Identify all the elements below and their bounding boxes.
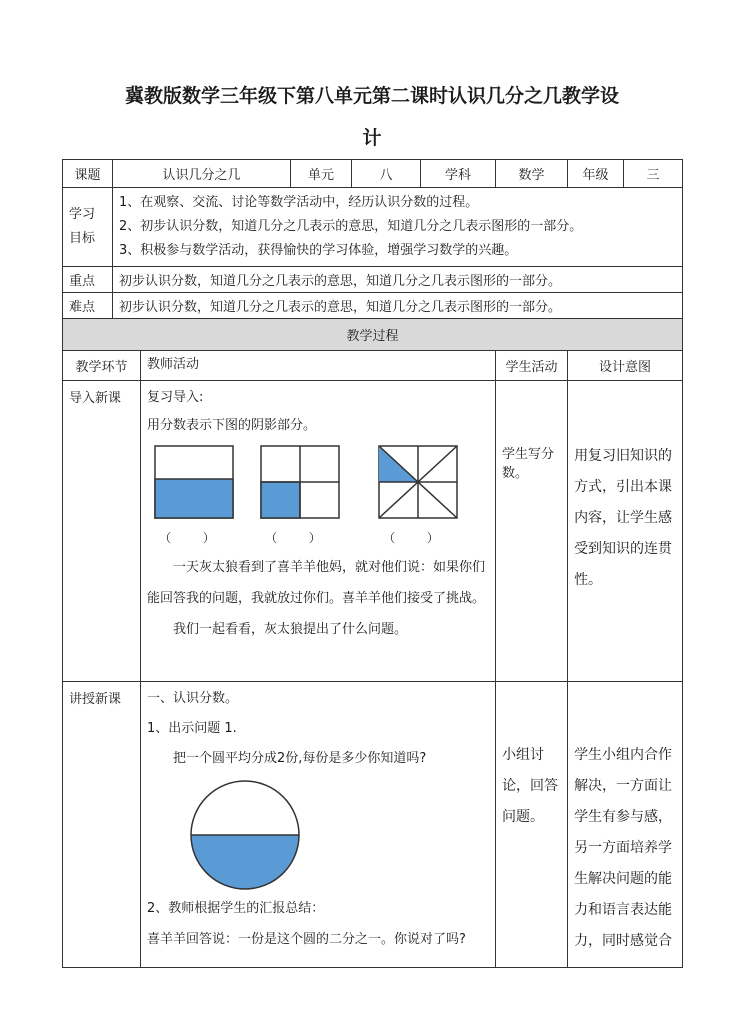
lesson-student-activity: 小组讨论，回答问题。 — [496, 682, 568, 968]
unit-label: 单元 — [291, 160, 352, 188]
review-heading: 复习导入: — [147, 390, 204, 405]
half-shaded-circle — [185, 780, 315, 890]
process-columns-row — [63, 351, 683, 381]
intro-row — [63, 381, 683, 682]
intro-stage: 导入新课 — [63, 381, 141, 682]
process-heading-row — [63, 319, 683, 351]
unit-value: 八 — [352, 160, 421, 188]
difficulty-label: 难点 — [63, 293, 113, 319]
objectives-list — [113, 188, 683, 267]
answer-blank: （ ） — [383, 531, 453, 545]
key-point-text: 初步认识分数，知道几分之几表示的意思，知道几分之几表示图形的一部分。 — [113, 267, 683, 293]
key-point-label: 重点 — [63, 267, 113, 293]
half-shaded-rectangle — [154, 445, 234, 519]
fraction-instruction: 用分数表示下图的阴影部分。 — [147, 418, 317, 433]
grade-value: 三 — [624, 160, 683, 188]
student-answer: 喜羊羊回答说：一份是这个圆的二分之一。你说对了吗? — [147, 932, 466, 947]
subject-label: 学科 — [421, 160, 496, 188]
fraction-figures — [153, 445, 489, 546]
lesson-design-intent: 学生小组内合作解决，一方面让学生有参与感，另一方面培养学生解决问题的能力和语言表达能力，同时感觉合 — [568, 682, 683, 968]
intro-teacher-cell — [141, 381, 496, 682]
col-intent: 设计意图 — [568, 351, 683, 381]
intro-student-activity: 学生写分数。 — [496, 381, 568, 682]
lesson-teacher-cell — [141, 682, 496, 968]
document-title: 冀教版数学三年级下第八单元第二课时认识几分之几教学设 — [124, 85, 619, 107]
step-one: 1、出示问题 1. — [147, 721, 237, 736]
circle-question: 把一个圆平均分成2份,每份是多少你知道吗? — [173, 751, 427, 766]
step-two: 2、教师根据学生的汇报总结： — [147, 901, 325, 916]
answer-blank: （ ） — [159, 531, 229, 545]
objectives-row — [63, 188, 683, 267]
difficulty-text: 初步认识分数，知道几分之几表示的意思，知道几分之几表示图形的一部分。 — [113, 293, 683, 319]
eighth-shaded-square — [378, 445, 458, 519]
quarter-shaded-square — [260, 445, 340, 519]
lesson-row — [63, 682, 683, 968]
key-point-row — [63, 267, 683, 293]
objectives-label: 学习目标 — [63, 188, 113, 267]
grade-label: 年级 — [568, 160, 624, 188]
objective-item: 1、在观察、交流、讨论等数学活动中，经历认识分数的过程。 — [119, 195, 479, 210]
col-teacher: 教师活动 — [141, 351, 496, 381]
col-stage: 教学环节 — [63, 351, 141, 381]
topic-label: 课题 — [63, 160, 113, 188]
story-paragraph: 一天灰太狼看到了喜羊羊他妈，就对他们说：如果你们能回答我的问题，我就放过你们。喜羊羊他们接受了挑战。 — [147, 560, 486, 606]
answer-blank: （ ） — [265, 531, 335, 545]
section-heading: 一、认识分数。 — [147, 691, 239, 706]
header-row — [63, 160, 683, 188]
figure-eighth — [377, 445, 459, 546]
objective-item: 2、初步认识分数，知道几分之几表示的意思，知道几分之几表示图形的一部分。 — [119, 219, 583, 234]
lesson-stage: 讲授新课 — [63, 682, 141, 968]
figure-quarter — [259, 445, 341, 546]
process-heading: 教学过程 — [63, 319, 683, 351]
subject-value: 数学 — [496, 160, 568, 188]
objective-item: 3、积极参与数学活动，获得愉快的学习体验，增强学习数学的兴趣。 — [119, 243, 518, 258]
difficulty-row — [63, 293, 683, 319]
col-student: 学生活动 — [496, 351, 568, 381]
lesson-plan-table — [62, 159, 683, 968]
figure-half — [153, 445, 235, 546]
topic-value: 认识几分之几 — [113, 160, 291, 188]
intro-design-intent: 用复习旧知识的方式，引出本课内容，让学生感受到知识的连贯性。 — [568, 381, 683, 682]
document-title-continued: 计 — [362, 127, 382, 149]
story-question: 我们一起看看，灰太狼提出了什么问题。 — [173, 622, 408, 637]
